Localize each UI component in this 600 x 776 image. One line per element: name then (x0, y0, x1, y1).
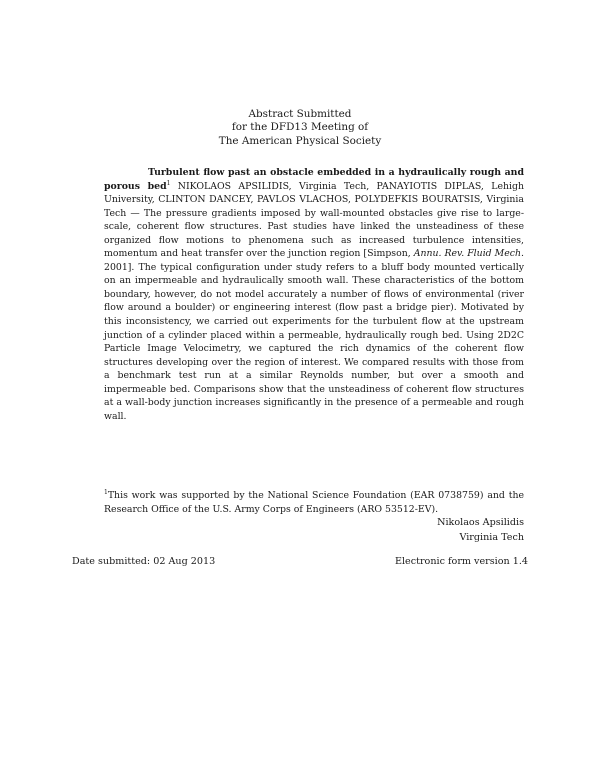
abstract-body-part2: 2001]. The typical configuration under study refers to a bluff body mounted vertically on an impermeable and hydraulically smooth wall. These characteristics of the bottom boundary, however, do not model accurately a number of flows of environmental (river flow around a boulder) or engineering interest (flow past a bridge pier). Motivated by this inconsistency, we carried out experiments for the turbulent flow at the upstream junction of a cylinder placed within a permeable, hydraulically rough bed. Using 2D2C Particle Image Velocimetry, we captured the rich dynamics of the coherent flow structures developing over the region of interest. We compared results with those from a benchmark test run at a similar Reynolds number, but over a smooth and impermeable bed. Comparisons show that the unsteadiness of coherent flow structures at a wall-body junction increases significantly in the presence of a permeable and rough wall. (104, 261, 524, 422)
signature-block (360, 516, 524, 545)
footnote-text: This work was supported by the National Science Foundation (EAR 0738759) and the Research Office of the U.S. Army Corps of Engineers (ARO 53512-EV). (104, 490, 524, 515)
abstract-authors: NIKOLAOS APSILIDIS, Virginia Tech, PANAYIOTIS DIPLAS, Lehigh University, CLINTON DANCEY, PAVLOS VLACHOS, POLYDEFKIS BOURATSIS, Virginia Tech (104, 180, 524, 219)
abstract-body-part1: — The pressure gradients imposed by wall-mounted obstacles give rise to large-scale, coherent flow structures. Past studies have linked the unsteadiness of these organized flow motions to phenomena such as increased turbulence intensities, momentum and heat transfer over the junction region [Simpson, (104, 207, 524, 260)
submission-header (0, 108, 600, 148)
footnote-mark: 1 (104, 489, 108, 496)
citation-journal: Annu. Rev. Fluid Mech. (413, 248, 524, 260)
header-line-society: The American Physical Society (218, 134, 382, 147)
form-version: Electronic form version 1.4 (394, 556, 528, 567)
header-line-abstract-submitted: Abstract Submitted (248, 108, 352, 120)
abstract-title: Turbulent flow past an obstacle embedded in a hydraulically rough and porous bed (104, 167, 524, 192)
date-submitted: Date submitted: 02 Aug 2013 (72, 556, 216, 567)
header-line-meeting: for the DFD13 Meeting of (231, 121, 369, 134)
funding-footnote (104, 489, 524, 516)
title-footnote-mark: 1 (166, 179, 171, 187)
signature-affiliation: Virginia Tech (459, 531, 524, 543)
signature-name: Nikolaos Apsilidis (437, 517, 524, 528)
abstract-paragraph (104, 166, 524, 423)
